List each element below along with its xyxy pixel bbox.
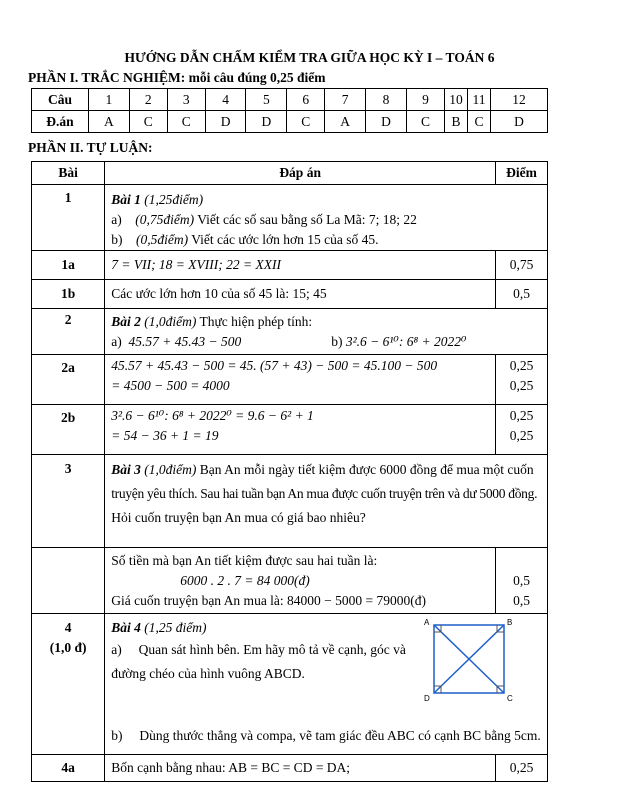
bai3-number: 3 [32, 455, 105, 548]
question-number: 10 [445, 89, 468, 111]
vertex-label-c: C [507, 694, 513, 703]
bai2a-expression: 45.57 + 45.43 − 500 [128, 334, 242, 349]
vertex-label-d: D [424, 694, 430, 703]
bai3-score2: 0,5 [513, 593, 530, 608]
bai4-number: 4 [64, 620, 72, 635]
bai3-answer-line1: Số tiền mà bạn An tiết kiệm được sau hai tuần là: [111, 553, 378, 568]
answer-letter: C [129, 111, 167, 133]
answer-letter: C [287, 111, 325, 133]
bai4a-answer: Bốn cạnh bằng nhau: AB = BC = CD = DA; [111, 760, 351, 775]
bai2b-row [32, 405, 548, 455]
bai1-number: 1 [32, 185, 105, 251]
question-number: 8 [365, 89, 406, 111]
answer-letter: A [325, 111, 366, 133]
bai3-answer-row [32, 548, 548, 614]
bai4-title: Bài 4 [111, 620, 141, 635]
page-title: HƯỚNG DẪN CHẤM KIỂM TRA GIỮA HỌC KỲ I – TOÁN 6 [124, 50, 495, 65]
bai1b-text: Viết các ước lớn hơn 15 của số 45. [191, 232, 379, 247]
answer-key-questions-row [32, 89, 548, 111]
bai2b-score1: 0,25 [509, 408, 534, 423]
question-number: 4 [205, 89, 246, 111]
question-row-label: Câu [32, 89, 89, 111]
bai4b-text: Dùng thước thẳng và compa, vẽ tam giác đều ABC có cạnh BC bằng 5cm. [139, 728, 541, 743]
part2-heading: PHẦN II. TỰ LUẬN: [28, 140, 153, 155]
bai2b-step2: = 54 − 36 + 1 = 19 [111, 428, 219, 443]
bai1a-row [32, 251, 548, 280]
bai1a-number: 1a [32, 251, 105, 280]
bai1b-row [32, 280, 548, 309]
bai3-answer-number [32, 548, 105, 614]
bai4-number-cell [32, 614, 105, 755]
essay-header-row [32, 162, 548, 185]
question-number: 2 [129, 89, 167, 111]
bai2a-row [32, 355, 548, 405]
answer-row-label: Đ.án [32, 111, 89, 133]
bai3-score1: 0,5 [513, 573, 530, 588]
bai2a-label: a) [111, 334, 122, 349]
bai4a-number: 4a [32, 755, 105, 782]
answer-letter: D [205, 111, 246, 133]
bai2a-score2: 0,25 [509, 378, 534, 393]
bai1-row [32, 185, 548, 251]
question-number: 6 [287, 89, 325, 111]
vertex-label-b: B [507, 618, 513, 627]
bai2a-step2: = 4500 − 500 = 4000 [111, 378, 230, 393]
bai1a-text: Viết các số sau bằng số La Mã: 7; 18; 22 [197, 212, 417, 227]
answer-key-table [31, 88, 548, 133]
bai2b-score2: 0,25 [509, 428, 534, 443]
question-number: 5 [246, 89, 287, 111]
question-number: 11 [468, 89, 491, 111]
bai2b-label: b) [331, 334, 343, 349]
bai2-title: Bài 2 [111, 314, 141, 329]
answer-letter: C [406, 111, 444, 133]
bai2a-number: 2a [32, 355, 105, 405]
bai1a-score: 0,75 [496, 251, 548, 280]
bai2-points: (1,0điểm) [144, 314, 197, 329]
bai3-text1: Bạn An mỗi ngày tiết kiệm được 6000 đồng để mua một cuốn [199, 462, 534, 477]
bai1b-points: (0,5điểm) [135, 232, 189, 247]
square-abcd-figure [404, 615, 519, 705]
question-number: 7 [325, 89, 366, 111]
bai3-text2: truyện yêu thích. Sau hai tuần bạn An mua được cuốn truyện trên và dư 5000 đồng. [111, 486, 538, 501]
question-number: 12 [491, 89, 548, 111]
bai3-title: Bài 3 [111, 462, 141, 477]
answer-letter: C [167, 111, 205, 133]
bai2-row [32, 309, 548, 355]
bai1-points: (1,25điểm) [144, 192, 204, 207]
bai1a-points: (0,75điểm) [135, 212, 195, 227]
answer-key-answers-row [32, 111, 548, 133]
bai2-question [105, 309, 548, 355]
bai2b-expression: 3².6 − 6¹⁰: 6⁸ + 2022⁰ [345, 334, 467, 349]
bai3-text3: Hỏi cuốn truyện bạn An mua có giá bao nhiêu? [111, 510, 366, 525]
bai4-points: (1,25 điểm) [144, 620, 207, 635]
question-number: 1 [89, 89, 130, 111]
bai4a-score: 0,25 [496, 755, 548, 782]
answer-letter: A [89, 111, 130, 133]
bai1-title: Bài 1 [111, 192, 141, 207]
bai4a-row [32, 755, 548, 782]
col-dapan-header: Đáp án [105, 162, 496, 185]
col-diem-header: Điểm [496, 162, 548, 185]
bai3-answer-line2: 6000 . 2 . 7 = 84 000(đ) [180, 573, 310, 588]
answer-letter: C [468, 111, 491, 133]
bai4a-text1: Quan sát hình bên. Em hãy mô tả về cạnh, góc và [138, 642, 406, 657]
bai4a-label: a) [111, 642, 122, 657]
question-number: 9 [406, 89, 444, 111]
bai2a-step1: 45.57 + 45.43 − 500 = 45. (57 + 43) − 500 = 45.100 − 500 [111, 358, 438, 373]
answer-letter: D [246, 111, 287, 133]
bai4a-text2: đường chéo của hình vuông ABCD. [111, 666, 305, 681]
bai3-row [32, 455, 548, 548]
answer-letter: B [445, 111, 468, 133]
bai2-number: 2 [32, 309, 105, 355]
bai1b-label: b) [111, 232, 123, 247]
bai3-answer-line3: Giá cuốn truyện bạn An mua là: 84000 − 5000 = 79000(đ) [111, 593, 427, 608]
bai1a-label: a) [111, 212, 122, 227]
part1-heading: PHẦN I. TRẮC NGHIỆM: mỗi câu đúng 0,25 điểm [28, 70, 326, 85]
question-number: 3 [167, 89, 205, 111]
bai3-points: (1,0điểm) [144, 462, 197, 477]
answer-letter: D [491, 111, 548, 133]
bai4-number-points: (1,0 đ) [49, 640, 87, 655]
bai2b-step1: 3².6 − 6¹⁰: 6⁸ + 2022⁰ = 9.6 − 6² + 1 [111, 408, 314, 423]
bai2-intro: Thực hiện phép tính: [199, 314, 313, 329]
col-bai-header: Bài [32, 162, 105, 185]
bai2a-score1: 0,25 [509, 358, 534, 373]
answer-letter: D [365, 111, 406, 133]
bai1b-number: 1b [32, 280, 105, 309]
vertex-label-a: A [424, 618, 430, 627]
bai4b-label: b) [111, 728, 123, 743]
bai1a-answer: 7 = VII; 18 = XVIII; 22 = XXII [111, 257, 281, 272]
bai1b-answer: Các ước lớn hơn 10 của số 45 là: 15; 45 [111, 286, 327, 301]
bai1-question [105, 185, 548, 251]
bai1b-score: 0,5 [496, 280, 548, 309]
bai3-question [105, 455, 548, 548]
bai2b-number: 2b [32, 405, 105, 455]
